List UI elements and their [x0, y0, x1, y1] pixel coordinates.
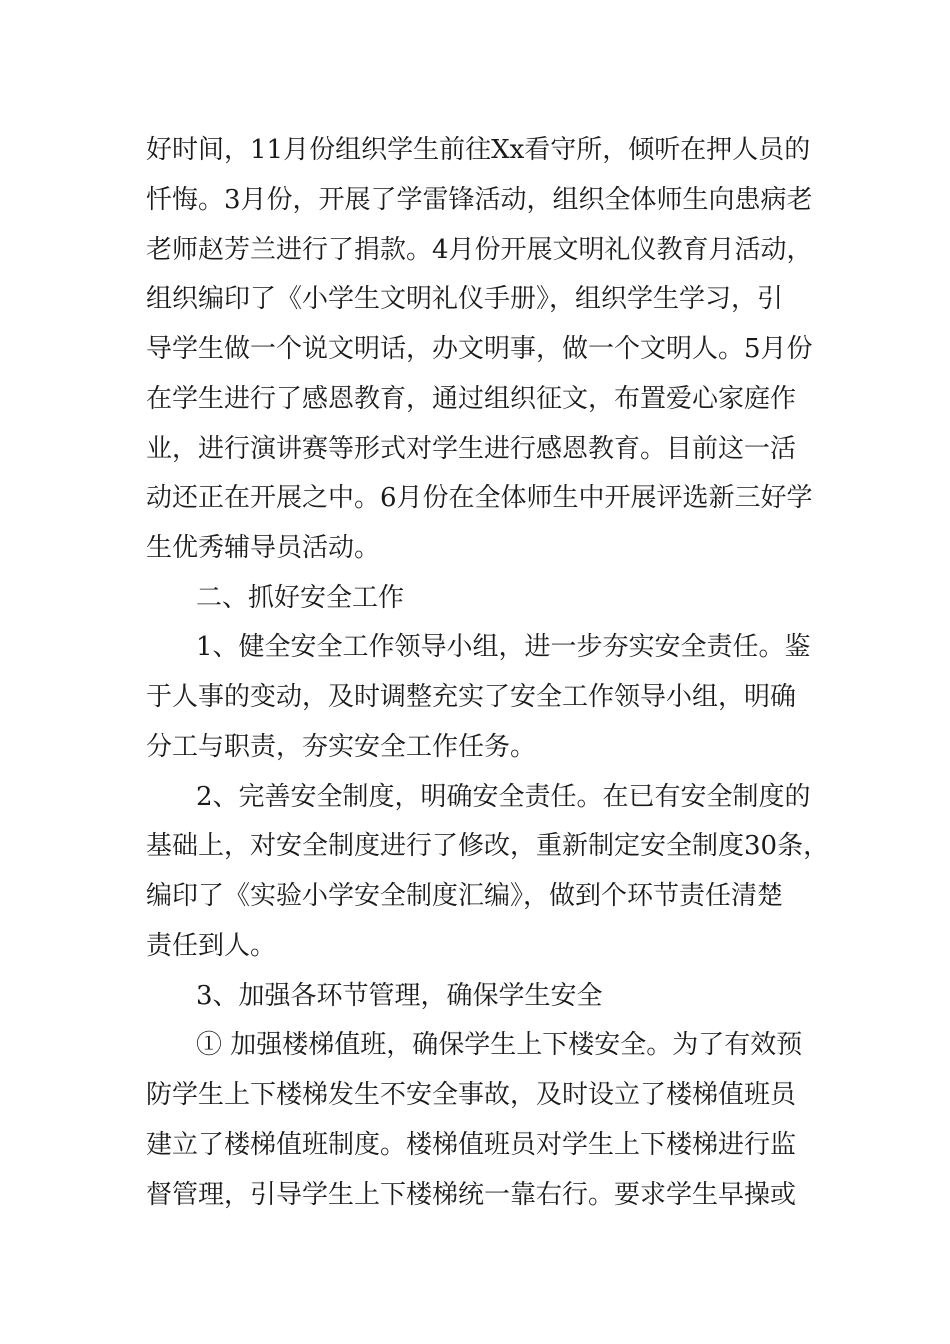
- text-line: 责任到人。: [146, 931, 277, 961]
- section-heading: 二、抓好安全工作: [196, 583, 405, 613]
- text-line: 2、完善安全制度，明确安全责任。在已有安全制度的: [196, 782, 811, 812]
- text-line: 忏悔。3月份，开展了学雷锋活动，组织全体师生向患病老: [146, 185, 813, 215]
- text-line: 老师赵芳兰进行了捐款。4月份开展文明礼仪教育月活动，: [146, 235, 813, 265]
- text-line: 在学生进行了感恩教育，通过组织征文，布置爱心家庭作: [146, 384, 797, 414]
- text-line: 于人事的变动，及时调整充实了安全工作领导小组，明确: [146, 682, 797, 712]
- text-line: 防学生上下楼梯发生不安全事故，及时设立了楼梯值班员: [146, 1080, 797, 1110]
- text-line: 1、健全安全工作领导小组，进一步夯实安全责任。鉴: [196, 632, 811, 662]
- text-line: 分工与职责，夯实安全工作任务。: [146, 732, 537, 762]
- text-line: 好时间，11月份组织学生前往Xx看守所，倾听在押人员的: [146, 135, 811, 165]
- text-line: 组织编印了《小学生文明礼仪手册》，组织学生学习，引: [146, 284, 784, 314]
- text-line: 3、加强各环节管理，确保学生安全: [196, 981, 603, 1011]
- text-line: 业，进行演讲赛等形式对学生进行感恩教育。目前这一活: [146, 434, 797, 464]
- text-line: 基础上，对安全制度进行了修改，重新制定安全制度30条，: [146, 831, 830, 861]
- text-line: ① 加强楼梯值班，确保学生上下楼安全。为了有效预: [196, 1030, 803, 1060]
- text-line: 生优秀辅导员活动。: [146, 533, 381, 563]
- text-line: 动还正在开展之中。6月份在全体师生中开展评选新三好学: [146, 483, 813, 513]
- text-line: 督管理，引导学生上下楼梯统一靠右行。要求学生早操或: [146, 1180, 797, 1210]
- text-line: 建立了楼梯值班制度。楼梯值班员对学生上下楼梯进行监: [146, 1130, 797, 1160]
- text-line: 编印了《实验小学安全制度汇编》，做到个环节责任清楚: [146, 881, 784, 911]
- text-line: 导学生做一个说文明话，办文明事，做一个文明人。5月份: [146, 334, 813, 364]
